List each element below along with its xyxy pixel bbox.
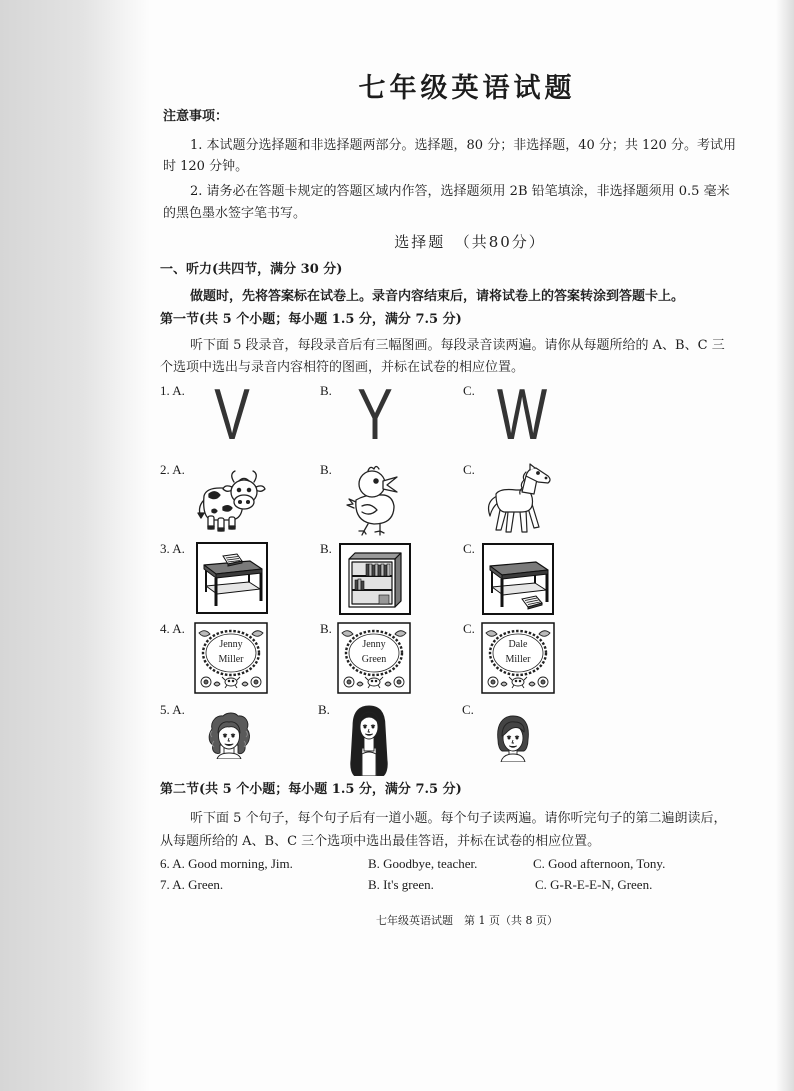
girl-curly-hair-picture [205,711,253,759]
q7-option-c: C. G-R-E-E-N, Green. [535,877,653,892]
section-heading: 一、听力(共四节，满分 30 分) [160,262,343,277]
q2-label-c: C. [463,462,475,477]
notice-heading: 注意事项： [163,109,229,124]
notice-item-1-line-2: 时 120 分钟。 [163,159,249,174]
desk-book-on-top-picture [196,542,268,614]
card-last-name: Green [361,654,387,665]
q2-label-b: B. [320,462,332,477]
q1-label-b: B. [320,383,332,398]
q4-label-a: 4. A. [160,621,185,636]
q1-option-c-letter: W [496,375,548,455]
part2-directions-line-2: 从每题所给的 A、B、C 三个选项中选出最佳答语，并标在试卷的相应位置。 [160,834,601,849]
bookcase-picture [339,543,411,615]
q5-label-c: C. [462,702,474,717]
q1-label-c: C. [463,383,475,398]
part1-directions-line-1: 听下面 5 段录音，每段录音后有三幅图画。每段录音读两遍。请你从每题所给的 A、B、C 三 [190,338,725,353]
q4-label-b: B. [320,621,332,636]
q1-option-a-letter: V [214,375,250,455]
notice-item-1-line-1: 1. 本试题分选择题和非选择题两部分。选择题，80 分；非选择题，40 分；共 120 分。考试用 [190,138,736,153]
chick-picture [342,462,408,538]
q4-label-c: C. [463,621,475,636]
name-card-b [337,622,411,694]
part-heading: 选择题 （共80分） [394,233,546,251]
cow-picture [194,466,266,536]
card-last-name: Miller [505,654,531,665]
q6-option-a: 6. A. Good morning, Jim. [160,856,293,871]
q3-label-a: 3. A. [160,541,185,556]
q7-option-a: 7. A. Green. [160,877,224,892]
card-last-name: Miller [218,654,244,665]
page-title: 七年级英语试题 [358,73,576,104]
desk-book-under-picture [482,543,554,615]
card-first-name: Dale [508,639,528,650]
q3-label-b: B. [320,541,332,556]
part1-directions-line-2: 个选项中选出与录音内容相符的图画，并标在试卷的相应位置。 [160,360,525,375]
horse-picture [482,462,556,540]
scan-shadow-right [776,0,794,1091]
notice-item-2-line-1: 2. 请务必在答题卡规定的答题区域内作答，选择题须用 2B 铅笔填涂，非选择题须用 0.5 毫米 [190,184,730,199]
q5-label-b: B. [318,702,330,717]
page-footer: 七年级英语试题 第 1 页（共 8 页） [376,914,558,927]
girl-short-hair-picture [493,712,533,762]
part2-heading: 第二节(共 5 个小题；每小题 1.5 分，满分 7.5 分) [160,782,462,797]
part2-directions-line-1: 听下面 5 个句子，每个句子后有一道小题。每个句子读两遍。请你听完句子的第二遍朗读后， [190,811,727,826]
scan-shadow-left [0,0,150,1091]
girl-long-hair-picture [343,704,395,776]
q7-option-b: B. It's green. [368,877,434,892]
q1-label-a: 1. A. [160,383,185,398]
q3-label-c: C. [463,541,475,556]
card-first-name: Jenny [219,639,243,650]
q6-option-b: B. Goodbye, teacher. [368,856,478,871]
notice-item-2-line-2: 的黑色墨水签字笔书写。 [163,206,307,221]
q1-option-b-letter: Y [357,375,393,455]
part1-heading: 第一节(共 5 个小题；每小题 1.5 分，满分 7.5 分) [160,312,462,327]
name-card-a [194,622,268,694]
card-first-name: Jenny [362,639,386,650]
name-card-c [481,622,555,694]
q5-label-a: 5. A. [160,702,185,717]
section-instruction: 做题时，先将答案标在试卷上。录音内容结束后，请将试卷上的答案转涂到答题卡上。 [190,289,685,304]
q2-label-a: 2. A. [160,462,185,477]
q6-option-c: C. Good afternoon, Tony. [533,856,666,871]
